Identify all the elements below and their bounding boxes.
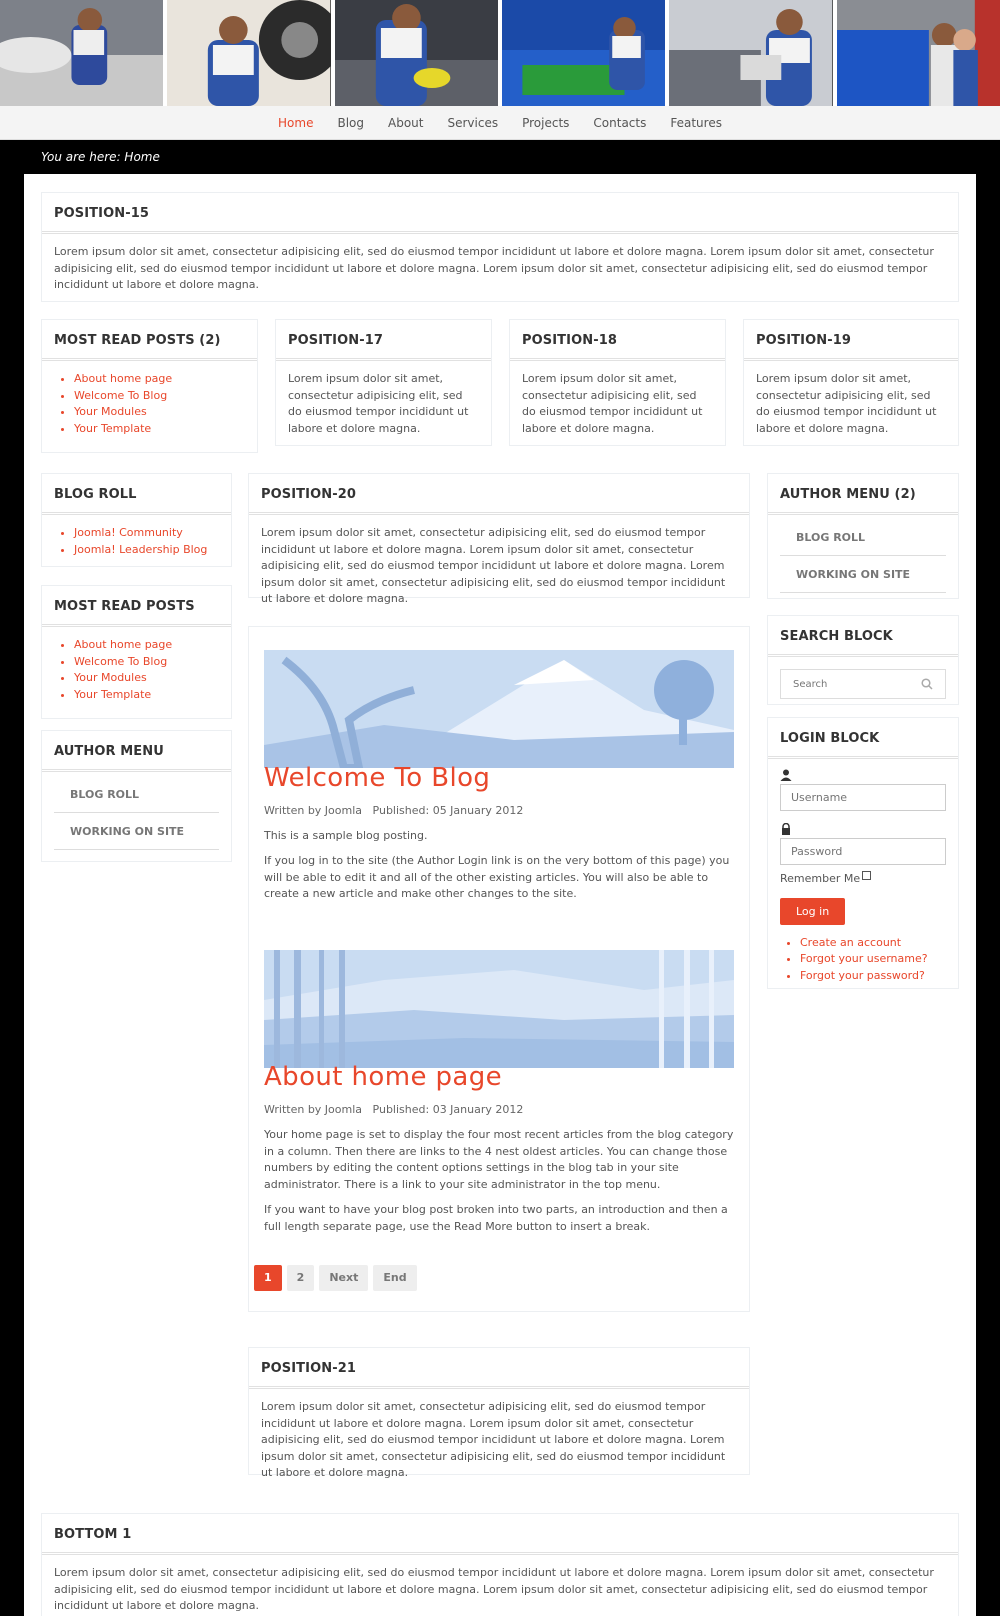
forgot-password-link[interactable]: Forgot your password? [800,968,925,982]
link-your-modules[interactable]: Your Modules [74,405,147,418]
article-published: Published: 05 January 2012 [372,804,524,817]
lock-icon [780,823,792,835]
module-title: POSITION-20 [249,474,749,515]
module-text: Lorem ipsum dolor sit amet, consectetur adipisicing elit, sed do eiusmod tempor incididunt ut labore et dolore magna. [522,372,703,435]
module-bottom-1 [41,1513,959,1616]
mechanic-photo-3 [335,0,502,106]
remember-me-label: Remember Me [780,872,861,885]
article-meta [264,804,523,817]
module-title: POSITION-21 [249,1348,749,1389]
remember-me [780,871,946,888]
mechanic-photo-5 [669,0,836,106]
module-position-18 [509,319,726,446]
module-text: Lorem ipsum dolor sit amet, consectetur adipisicing elit, sed do eiusmod tempor incididunt ut labore et dolore magna. Lorem ipsum dolor sit amet, consectetur adipisicing elit, sed do eiusmod tempor incididunt ut labore et dolore magna. Lorem ipsum dolor sit amet, consectetur adipisicing elit, sed do eiusmod tempor incididunt ut labore et dolore magna. [261,1400,726,1479]
page-1-button[interactable]: 1 [254,1265,282,1291]
link-about-home-page[interactable]: About home page [74,372,173,385]
module-text: Lorem ipsum dolor sit amet, consectetur adipisicing elit, sed do eiusmod tempor incididunt ut labore et dolore magna. [756,372,937,435]
article-title[interactable]: About home page [264,1062,503,1092]
link-welcome-to-blog[interactable]: Welcome To Blog [74,654,168,668]
article-author: Written by Joomla [264,1103,363,1116]
article-image-mountain [264,650,734,768]
article-paragraph: If you log in to the site (the Author Login link is on the very bottom of this page) you will be able to edit it and all of the other existing articles. You will also be able to create a new article and make other changes to the site. [264,854,730,900]
module-title: POSITION-19 [744,320,958,361]
create-account-link[interactable]: Create an account [800,935,902,949]
link-your-template[interactable]: Your Template [74,687,152,701]
menu-item-working-on-site[interactable]: WORKING ON SITE [780,556,946,593]
module-title: AUTHOR MENU [42,731,231,772]
link-welcome-to-blog[interactable]: Welcome To Blog [74,388,168,402]
article-paragraph: This is a sample blog posting. [264,829,428,842]
nav-blog[interactable]: Blog [337,115,364,130]
module-title: SEARCH BLOCK [768,616,958,657]
module-position-21 [248,1347,750,1479]
module-text: Lorem ipsum dolor sit amet, consectetur adipisicing elit, sed do eiusmod tempor incididunt ut labore et dolore magna. [288,372,469,435]
password-field[interactable] [780,838,946,865]
nav-about[interactable]: About [388,115,424,130]
link-joomla-community[interactable]: Joomla! Community [74,526,183,539]
nav-home[interactable]: Home [278,115,314,130]
next-page-button[interactable]: Next [319,1265,368,1291]
module-title: MOST READ POSTS (2) [42,320,257,361]
end-page-button[interactable]: End [373,1265,416,1291]
module-most-read [41,585,232,719]
module-login-block [767,717,959,989]
article-paragraph: Your home page is set to display the four most recent articles from the blog category in a column. Then there are links to the 4 nest oldest articles. You can change those numbers by editing the content options settings in the blog tab in your site administrator. There is a link to your site administrator in the top menu. [264,1128,734,1191]
nav-services[interactable]: Services [447,115,499,130]
module-title: LOGIN BLOCK [768,718,958,759]
module-blog-roll [41,473,232,567]
module-position-17 [275,319,492,446]
blog-listing [248,626,750,1312]
module-position-19 [743,319,959,446]
module-title: BOTTOM 1 [42,1514,958,1555]
user-icon [780,769,792,781]
module-author-menu-right [767,473,959,599]
module-author-menu-left [41,730,232,862]
mechanic-photo-2 [167,0,334,106]
nav-projects[interactable]: Projects [522,115,570,130]
module-title: AUTHOR MENU (2) [768,474,958,515]
module-position-15 [41,192,959,302]
menu-item-working-on-site[interactable]: WORKING ON SITE [54,813,219,850]
link-your-modules[interactable]: Your Modules [74,671,147,684]
forgot-username-link[interactable]: Forgot your username? [800,952,928,965]
username-field[interactable] [780,784,946,811]
main-nav [0,106,1000,140]
module-text: Lorem ipsum dolor sit amet, consectetur adipisicing elit, sed do eiusmod tempor incididunt ut labore et dolore magna. Lorem ipsum dolor sit amet, consectetur adipisicing elit, sed do eiusmod tempor incididunt ut labore et dolore magna. Lorem ipsum dolor sit amet, consectetur adipisicing elit, sed do eiusmod tempor incididunt ut labore et dolore magna. [54,245,934,291]
remember-me-checkbox[interactable] [862,871,871,880]
content-wrapper [24,174,976,1616]
mechanic-photo-1 [0,0,167,106]
search-field [780,669,946,699]
module-title: BLOG ROLL [42,474,231,515]
module-title: POSITION-18 [510,320,725,361]
module-text: Lorem ipsum dolor sit amet, consectetur adipisicing elit, sed do eiusmod tempor incididunt ut labore et dolore magna. Lorem ipsum dolor sit amet, consectetur adipisicing elit, sed do eiusmod tempor incididunt ut labore et dolore magna. Lorem ipsum dolor sit amet, consectetur adipisicing elit, sed do eiusmod tempor incididunt ut labore et dolore magna. [54,1566,934,1612]
header-banner [0,0,1000,106]
mechanic-photo-6 [837,0,1000,106]
breadcrumb: You are here: Home [41,150,160,164]
module-position-20 [248,473,750,605]
login-button[interactable]: Log in [780,898,845,925]
link-about-home-page[interactable]: About home page [74,638,173,651]
article-paragraph: If you want to have your blog post broken into two parts, an introduction and then a full length separate page, use the Read More button to insert a break. [264,1203,728,1233]
module-title: POSITION-17 [276,320,491,361]
page-2-button[interactable]: 2 [287,1265,315,1291]
link-joomla-leadership-blog[interactable]: Joomla! Leadership Blog [74,542,208,556]
module-search-block [767,615,959,705]
module-most-read-top [41,319,258,453]
link-your-template[interactable]: Your Template [74,421,152,435]
module-title: MOST READ POSTS [42,586,231,627]
module-title: POSITION-15 [42,193,958,234]
menu-item-blog-roll[interactable]: BLOG ROLL [780,519,946,556]
article-title[interactable]: Welcome To Blog [264,763,491,793]
nav-contacts[interactable]: Contacts [593,115,647,130]
module-text: Lorem ipsum dolor sit amet, consectetur adipisicing elit, sed do eiusmod tempor incididunt ut labore et dolore magna. Lorem ipsum dolor sit amet, consectetur adipisicing elit, sed do eiusmod tempor incididunt ut labore et dolore magna. Lorem ipsum dolor sit amet, consectetur adipisicing elit, sed do eiusmod tempor incididunt ut labore et dolore magna. [261,526,726,605]
pagination [254,1265,417,1291]
article-author: Written by Joomla [264,804,363,817]
article-image-bamboo [264,950,734,1068]
nav-features[interactable]: Features [670,115,722,130]
mechanic-photo-4 [502,0,669,106]
article-published: Published: 03 January 2012 [372,1103,524,1116]
menu-item-blog-roll[interactable]: BLOG ROLL [54,776,219,813]
search-icon[interactable] [921,678,933,690]
article-meta [264,1103,523,1116]
